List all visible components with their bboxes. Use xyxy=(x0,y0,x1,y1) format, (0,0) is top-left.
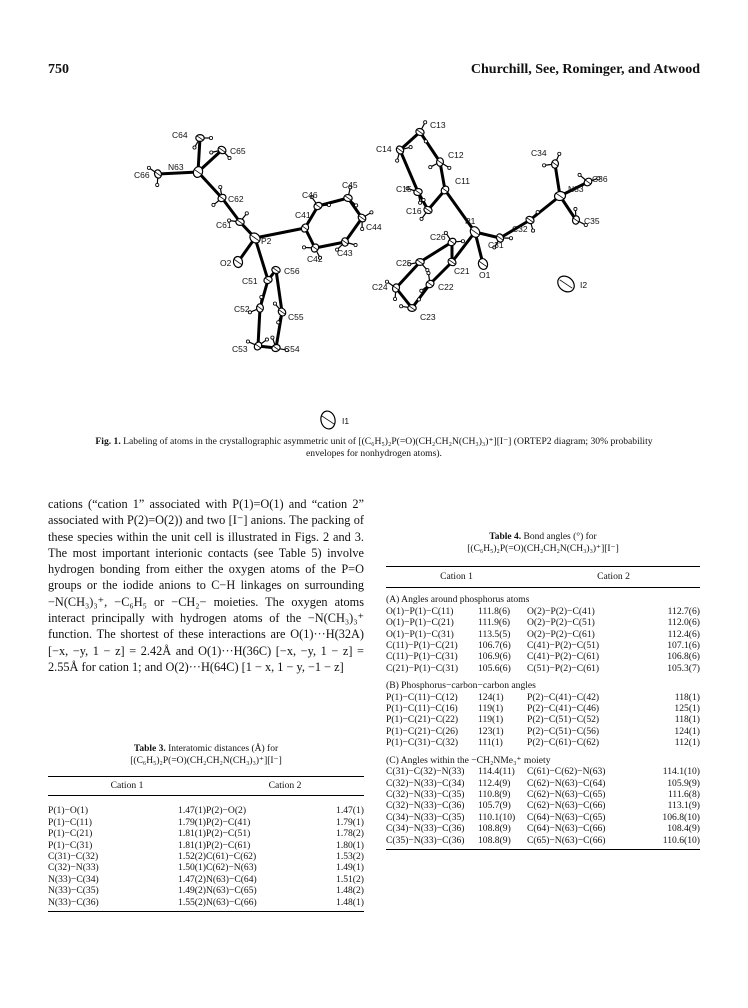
atom-label-c51: C51 xyxy=(242,276,258,286)
hydrogen-atom xyxy=(302,246,305,249)
cation1-distance: 1.81(1) xyxy=(178,828,206,840)
cation2-angle-value: 118(1) xyxy=(674,714,700,726)
cation1-angle-atoms: C(35)−N(33)−C(36) xyxy=(386,835,478,850)
table-row xyxy=(48,796,364,817)
table3-col-cation2: Cation 2 xyxy=(206,777,364,796)
atom-label-c53: C53 xyxy=(232,344,248,354)
cation2-bond: P(2)−C(51) xyxy=(206,828,251,840)
atom-label-c62: C62 xyxy=(228,194,244,204)
atom-label-c36: C36 xyxy=(592,174,608,184)
cation1-angle-atoms: P(1)−C(11)−C(12) xyxy=(386,691,458,703)
table3-distances xyxy=(48,776,364,912)
hydrogen-atom xyxy=(260,295,263,298)
cation1-angle-atoms: C(11)−P(1)−C(31) xyxy=(386,651,458,663)
atom-label-c14: C14 xyxy=(376,144,392,154)
bond-C44-C43 xyxy=(345,218,362,242)
table-row xyxy=(386,606,700,617)
cation2-angle-value: 111.6(8) xyxy=(667,788,700,800)
cation1-angle-value: 113.5(5) xyxy=(478,628,511,640)
atom-label-c41: C41 xyxy=(295,210,311,220)
cation1-angle-value: 114.4(11) xyxy=(478,766,515,778)
atom-label-c12: C12 xyxy=(448,150,464,160)
hydrogen-atom xyxy=(212,203,215,206)
atom-label-c13: C13 xyxy=(430,120,446,130)
hydrogen-atom xyxy=(273,302,276,305)
cation1-angle-atoms: C(32)−N(33)−C(35) xyxy=(386,788,465,800)
cation2-angle-atoms: C(41)−P(2)−C(51) xyxy=(527,640,600,652)
cation2-angle-value: 105.3(7) xyxy=(667,662,700,674)
atom-label-c26: C26 xyxy=(430,232,446,242)
body-paragraph: cations (“cation 1” associated with P(1)=O(1) and “cation 2” associated with P(2)=O(2)) and two [I⁻] anions. The packing of these species within the unit cell is illustrated in Figs. 2 and 3. The most important interionic contacts (see Table 5) involve hydrogen bonding from either the oxygen atoms of the P=O groups or the iodide anions to C−H linkages on surrounding −N(CH₃)₃⁺, −C₆H₅ or −CH₂− moieties. The oxygen atoms interact principally with hydrogen atoms of the −N(CH₃)₃⁺ function. The shortest of these interactions are O(1)···H(32A) [−x, −y, 1 − z] = 2.42Å and O(1)···H(36C) [−x, −y, 1 − z] = 2.55Å for cation 1; and O(2)···H(64C) [1 − x, 1 − y, −1 − z] xyxy=(48,497,364,674)
table4-formula: [(C₆H₅)₂P(=O)(CH₂CH₂N(CH₃)₃)⁺][I⁻] xyxy=(467,544,619,554)
ortep-figure xyxy=(100,110,660,440)
hydrogen-atom xyxy=(420,289,423,292)
table-row xyxy=(48,851,364,862)
atom-label-c65: C65 xyxy=(230,146,246,156)
cation1-angle-value: 112.4(9) xyxy=(478,777,511,789)
cation1-angle-value: 111.9(6) xyxy=(478,617,511,629)
bond-N63-C62 xyxy=(198,172,222,198)
cation1-bond: N(33)−C(36) xyxy=(48,897,146,912)
table4-caption xyxy=(386,531,700,555)
bond-C66-N63 xyxy=(158,172,198,174)
cation2-angle-atoms: P(2)−C(61)−C(62) xyxy=(527,737,600,749)
hydrogen-atom xyxy=(448,166,451,169)
table4-title-rest: Bond angles (°) for xyxy=(521,532,597,542)
cation1-bond: P(1)−C(21) xyxy=(48,828,93,840)
table-row xyxy=(386,812,700,823)
hydrogen-atom xyxy=(193,146,196,149)
cation2-angle-atoms: O(2)−P(2)−C(51) xyxy=(527,617,595,629)
hydrogen-atom xyxy=(420,217,423,220)
table-row xyxy=(386,617,700,628)
cation2-bond: P(2)−C(41) xyxy=(206,816,251,828)
cation1-distance: 1.47(1) xyxy=(178,805,206,817)
atom-label-c31: C31 xyxy=(488,240,504,250)
hydrogen-atom xyxy=(210,151,213,154)
cation1-angle-atoms: C(11)−P(1)−C(21) xyxy=(386,640,458,652)
table-row xyxy=(386,703,700,714)
cation2-angle-value: 112(1) xyxy=(674,737,700,749)
atom-label-c44: C44 xyxy=(366,222,382,232)
atom-label-c25: C25 xyxy=(396,258,412,268)
page-number: 750 xyxy=(48,62,69,77)
hydrogen-atom xyxy=(271,336,274,339)
cation1-distance: 1.55(2) xyxy=(146,897,206,912)
cation1-distance: 1.52(2) xyxy=(178,851,206,863)
hydrogen-atom xyxy=(245,212,248,215)
cation2-distance: 1.53(2) xyxy=(336,851,364,863)
cation1-angle-value: 105.6(6) xyxy=(478,662,511,674)
cation1-angle-value: 111(1) xyxy=(478,737,503,749)
cation1-angle-value: 105.7(9) xyxy=(478,800,511,812)
hydrogen-atom xyxy=(355,204,358,207)
hydrogen-atom xyxy=(574,207,577,210)
hydrogen-atom xyxy=(422,198,425,201)
cation1-angle-value: 110.8(9) xyxy=(478,788,511,800)
hydrogen-atom xyxy=(370,211,373,214)
table4-section-heading-row xyxy=(386,588,700,606)
atom-label-p1: P1 xyxy=(465,216,476,226)
atom-label-n63: N63 xyxy=(168,162,184,172)
table4-angles xyxy=(386,566,700,850)
atom-label-c46: C46 xyxy=(302,190,318,200)
section-heading: (A) Angles around phosphorus atoms xyxy=(386,594,530,606)
table-row xyxy=(386,823,700,834)
cation1-angle-atoms: C(21)−P(1)−C(31) xyxy=(386,662,459,674)
atom-label-c24: C24 xyxy=(372,282,388,292)
hydrogen-atom xyxy=(409,146,412,149)
hydrogen-atom xyxy=(327,203,330,206)
cation1-angle-value: 119(1) xyxy=(478,703,504,715)
table-row xyxy=(48,874,364,885)
cation1-distance: 1.79(1) xyxy=(178,816,206,828)
table3-formula: [(C₆H₅)₂P(=O)(CH₂CH₂N(CH₃)₃)⁺][I⁻] xyxy=(130,756,282,766)
atom-label-c55: C55 xyxy=(288,312,304,322)
table4-col-cation2: Cation 2 xyxy=(527,567,700,588)
cation2-distance: 1.47(1) xyxy=(336,805,364,817)
hydrogen-atom xyxy=(400,305,403,308)
cation1-bond: P(1)−O(1) xyxy=(48,805,89,817)
cation2-angle-atoms: C(62)−N(63)−C(66) xyxy=(527,800,606,812)
section-heading: (C) Angles within the −CH₂NMe₃⁺ moiety xyxy=(386,754,551,766)
table3-col-cation1: Cation 1 xyxy=(48,777,206,796)
atom-label-c61: C61 xyxy=(216,220,232,230)
cation2-bond: N(63)−C(65) xyxy=(206,885,257,897)
cation1-distance: 1.47(2) xyxy=(178,873,206,885)
table3-title-rest: Interatomic distances (Å) for xyxy=(165,744,279,754)
cation2-angle-value: 113.1(9) xyxy=(667,800,700,812)
hydrogen-atom xyxy=(147,166,150,169)
hydrogen-atom xyxy=(219,186,222,189)
cation2-distance: 1.49(1) xyxy=(336,862,364,874)
hydrogen-atom xyxy=(228,156,231,159)
hydrogen-atom xyxy=(393,297,396,300)
cation2-distance: 1.80(1) xyxy=(336,839,364,851)
figure-caption-text: Labeling of atoms in the crystallographic asymmetric unit of [(C₆H₅)₂P(=O)(CH₂CH₂N(CH₃)₃)⁺][I⁻] (ORTEP2 diagram; 30% probability envelopes for nonhydrogen atoms). xyxy=(120,436,653,459)
atom-label-c32: C32 xyxy=(512,224,528,234)
cation1-angle-atoms: P(1)−C(21)−C(26) xyxy=(386,725,459,737)
table-row xyxy=(386,766,700,777)
hydrogen-atom xyxy=(578,173,581,176)
hydrogen-atom xyxy=(509,237,512,240)
hydrogen-atom xyxy=(424,140,427,143)
bond-P1-C21 xyxy=(452,232,475,262)
atom-label-c34: C34 xyxy=(531,148,547,158)
cation1-angle-atoms: C(32)−N(33)−C(36) xyxy=(386,800,465,812)
atom-label-c15: C15 xyxy=(396,184,412,194)
hydrogen-atom xyxy=(461,240,464,243)
atom-label-i1: I1 xyxy=(342,416,350,426)
hydrogen-atom xyxy=(209,136,212,139)
atom-label-c16: C16 xyxy=(406,206,422,216)
cation2-angle-atoms: P(2)−C(41)−C(46) xyxy=(527,703,600,715)
table-row xyxy=(386,789,700,800)
table-row xyxy=(386,835,700,850)
atom-label-c35: C35 xyxy=(584,216,600,226)
running-header-authors: Churchill, See, Rominger, and Atwood xyxy=(470,62,700,77)
cation2-angle-value: 124(1) xyxy=(674,725,700,737)
table-row xyxy=(48,828,364,839)
cation2-angle-value: 106.8(6) xyxy=(667,651,700,663)
table-row xyxy=(386,640,700,651)
table-row xyxy=(48,897,364,912)
atom-label-c42: C42 xyxy=(307,254,323,264)
atom-label-i2: I2 xyxy=(580,280,588,290)
atom-label-c64: C64 xyxy=(172,130,188,140)
cation2-bond: P(2)−O(2) xyxy=(206,805,247,817)
table-row xyxy=(386,663,700,674)
atom-label-p2: P2 xyxy=(261,236,272,246)
hydrogen-atom xyxy=(417,298,420,301)
table-row xyxy=(48,885,364,896)
cation2-distance: 1.48(2) xyxy=(336,885,364,897)
cation1-angle-value: 106.7(6) xyxy=(478,640,511,652)
cation2-bond: C(61)−C(62) xyxy=(206,851,257,863)
hydrogen-atom xyxy=(354,243,357,246)
table4-title: Table 4. xyxy=(489,532,522,542)
atom-label-n33: N33 xyxy=(568,184,584,194)
table4-col-cation1: Cation 1 xyxy=(386,567,527,588)
cation1-angle-value: 108.8(9) xyxy=(478,835,527,850)
cation1-angle-atoms: C(32)−N(33)−C(34) xyxy=(386,777,465,789)
atom-label-c21: C21 xyxy=(454,266,470,276)
cation1-angle-value: 110.1(10) xyxy=(478,811,516,823)
atom-label-c22: C22 xyxy=(438,282,454,292)
table-row xyxy=(48,817,364,828)
cation2-distance: 1.51(2) xyxy=(336,873,364,885)
cation1-angle-atoms: P(1)−C(21)−C(22) xyxy=(386,714,459,726)
bond-C26-C25 xyxy=(420,242,452,262)
hydrogen-atom xyxy=(536,210,539,213)
table-row xyxy=(48,862,364,873)
table-row xyxy=(386,651,700,662)
table-row xyxy=(386,800,700,811)
atom-label-c11: C11 xyxy=(455,176,470,186)
cation1-bond: N(33)−C(34) xyxy=(48,873,99,885)
atom-label-c23: C23 xyxy=(420,312,436,322)
cation1-bond: C(32)−N(33) xyxy=(48,862,99,874)
cation2-angle-value: 114.1(10) xyxy=(662,766,700,778)
cation2-angle-value: 106.8(10) xyxy=(662,811,700,823)
cation2-angle-atoms: C(41)−P(2)−C(61) xyxy=(527,651,600,663)
cation1-bond: P(1)−C(11) xyxy=(48,816,92,828)
cation2-bond: P(2)−C(61) xyxy=(206,839,251,851)
table-row xyxy=(386,629,700,640)
cation1-angle-value: 124(1) xyxy=(478,691,504,703)
cation1-angle-value: 123(1) xyxy=(478,725,504,737)
figure-caption-label: Fig. 1. xyxy=(95,436,121,447)
cation2-angle-atoms: C(51)−P(2)−C(61) xyxy=(527,662,600,674)
cation2-angle-value: 112.0(6) xyxy=(667,617,700,629)
section-heading: (B) Phosphorus−carbon−carbon angles xyxy=(386,680,536,692)
atom-label-c54: C54 xyxy=(284,344,300,354)
cation1-angle-atoms: C(31)−C(32)−N(33) xyxy=(386,766,465,778)
cation2-angle-atoms: C(62)−N(63)−C(64) xyxy=(527,777,606,789)
cation2-angle-atoms: C(64)−N(63)−C(65) xyxy=(527,811,606,823)
bond-C53-C52 xyxy=(258,308,260,346)
cation1-distance: 1.50(1) xyxy=(178,862,206,874)
hydrogen-atom xyxy=(429,166,432,169)
atom-label-c56: C56 xyxy=(284,266,300,276)
cation2-angle-value: 107.1(6) xyxy=(667,640,700,652)
atom-label-c45: C45 xyxy=(342,180,358,190)
hydrogen-atom xyxy=(246,340,249,343)
cation1-angle-atoms: P(1)−C(11)−C(16) xyxy=(386,703,458,715)
hydrogen-atom xyxy=(418,201,421,204)
cation1-angle-atoms: O(1)−P(1)−C(31) xyxy=(386,628,454,640)
cation1-bond: N(33)−C(35) xyxy=(48,885,99,897)
cation2-bond: C(62)−N(63) xyxy=(206,862,257,874)
table4-section-heading-row xyxy=(386,749,700,766)
cation1-angle-value: 108.8(9) xyxy=(478,823,511,835)
cation1-bond: C(31)−C(32) xyxy=(48,851,99,863)
cation1-angle-value: 119(1) xyxy=(478,714,504,726)
cation2-angle-atoms: C(64)−N(63)−C(66) xyxy=(527,823,606,835)
hydrogen-atom xyxy=(558,152,561,155)
cation1-angle-atoms: O(1)−P(1)−C(21) xyxy=(386,617,454,629)
cation1-distance: 1.49(2) xyxy=(178,885,206,897)
cation1-angle-value: 111.8(6) xyxy=(478,605,511,617)
table3-caption xyxy=(48,743,364,767)
cation2-angle-atoms: O(2)−P(2)−C(61) xyxy=(527,628,595,640)
cation2-angle-value: 105.9(9) xyxy=(667,777,700,789)
cation1-angle-atoms: P(1)−C(31)−C(32) xyxy=(386,737,459,749)
table-row xyxy=(386,714,700,725)
cation2-angle-value: 125(1) xyxy=(674,703,700,715)
cation2-angle-atoms: P(2)−C(41)−C(42) xyxy=(527,691,600,703)
cation2-angle-atoms: C(61)−C(62)−N(63) xyxy=(527,766,606,778)
hydrogen-atom xyxy=(156,183,159,186)
table-row xyxy=(386,778,700,789)
cation2-angle-value: 112.4(6) xyxy=(667,628,700,640)
cation2-distance: 1.78(2) xyxy=(336,828,364,840)
atom-label-o1: O1 xyxy=(479,270,491,280)
hydrogen-atom xyxy=(277,321,280,324)
cation1-angle-value: 106.9(6) xyxy=(478,651,511,663)
cation1-bond: P(1)−C(31) xyxy=(48,839,93,851)
cation2-angle-atoms: P(2)−C(51)−C(56) xyxy=(527,725,600,737)
hydrogen-atom xyxy=(361,227,364,230)
cation1-distance: 1.81(1) xyxy=(178,839,206,851)
figure-caption xyxy=(80,436,668,460)
table-row xyxy=(48,840,364,851)
table4-section-heading-row xyxy=(386,674,700,691)
cation2-angle-value: 108.4(9) xyxy=(667,823,700,835)
cation2-angle-value: 110.6(10) xyxy=(651,835,700,850)
body-text xyxy=(48,496,364,675)
atom-label-c66: C66 xyxy=(134,170,150,180)
atom-label-c43: C43 xyxy=(337,248,353,258)
bond-C55-C54 xyxy=(276,312,282,348)
cation1-angle-atoms: C(34)−N(33)−C(35) xyxy=(386,811,465,823)
table-row xyxy=(386,726,700,737)
table-row xyxy=(386,737,700,748)
cation2-angle-value: 112.7(6) xyxy=(667,605,700,617)
cation2-angle-atoms: C(65)−N(63)−C(66) xyxy=(527,835,651,850)
hydrogen-atom xyxy=(265,338,268,341)
atom-label-c52: C52 xyxy=(234,304,250,314)
cation2-angle-atoms: C(62)−N(63)−C(65) xyxy=(527,788,606,800)
cation2-angle-atoms: O(2)−P(2)−C(41) xyxy=(527,605,595,617)
cation1-angle-atoms: O(1)−P(1)−C(11) xyxy=(386,605,454,617)
hydrogen-atom xyxy=(396,159,399,162)
cation2-distance: 1.48(1) xyxy=(304,897,364,912)
hydrogen-atom xyxy=(542,164,545,167)
table3-title: Table 3. xyxy=(133,744,166,754)
cation2-bond: N(63)−C(66) xyxy=(206,897,304,912)
cation2-bond: N(63)−C(64) xyxy=(206,873,257,885)
table-row xyxy=(386,692,700,703)
hydrogen-atom xyxy=(427,272,430,275)
cation2-distance: 1.79(1) xyxy=(336,816,364,828)
cation2-angle-atoms: P(2)−C(51)−C(52) xyxy=(527,714,600,726)
hydrogen-atom xyxy=(531,229,534,232)
cation1-angle-atoms: C(34)−N(33)−C(36) xyxy=(386,823,465,835)
cation2-angle-value: 118(1) xyxy=(674,691,700,703)
hydrogen-atom xyxy=(424,121,427,124)
atom-label-o2: O2 xyxy=(220,258,232,268)
